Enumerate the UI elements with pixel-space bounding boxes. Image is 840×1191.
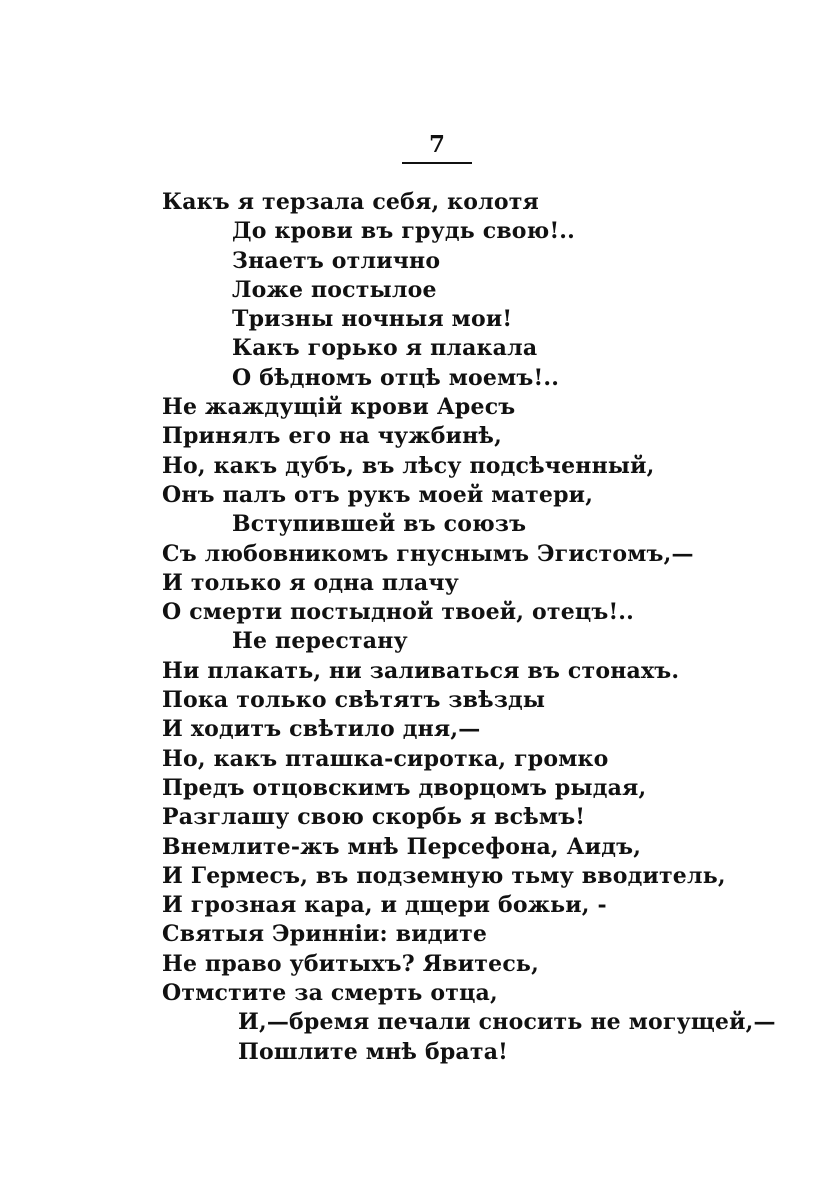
poem-line: Знаетъ отлично xyxy=(232,247,441,274)
poem-line: Ложе постылое xyxy=(232,276,437,303)
poem-line: Какъ горько я плакала xyxy=(232,335,538,362)
page-number-rule xyxy=(402,162,472,164)
poem-line: О бѣдномъ отцѣ моемъ!.. xyxy=(232,364,560,391)
poem-line: Какъ я терзала себя, колотя xyxy=(162,189,540,215)
poem-line: И грозная кара, и дщери божьи, - xyxy=(162,892,607,919)
poem-line: Не жаждущій крови Аресъ xyxy=(162,394,516,421)
poem-line: Отмстите за смерть отца, xyxy=(162,980,498,1007)
poem-line: Пошлите мнѣ брата! xyxy=(238,1038,509,1065)
poem-line: Предъ отцовскимъ дворцомъ рыдая, xyxy=(162,774,647,801)
poem-line: О смерти постыдной твоей, отецъ!.. xyxy=(162,599,635,626)
poem-line: Внемлите-жъ мнѣ Персефона, Аидъ, xyxy=(162,833,642,860)
poem-line: И,—бремя печали сносить не могущей,— xyxy=(238,1009,776,1036)
poem-line: И ходитъ свѣтило дня,— xyxy=(162,716,481,743)
poem-line: Разглашу свою скорбь я всѣмъ! xyxy=(162,804,586,831)
poem-text xyxy=(162,188,776,1067)
poem-line: Съ любовникомъ гнуснымъ Эгистомъ,— xyxy=(162,540,694,567)
poem-line: Но, какъ пташка-сиротка, громко xyxy=(162,745,609,772)
poem-line: Вступившей въ союзъ xyxy=(232,511,527,538)
poem-line: Не перестану xyxy=(232,628,408,655)
poem-line: До крови въ грудь свою!.. xyxy=(232,218,576,245)
poem-line: И только я одна плачу xyxy=(162,569,459,596)
page-number: 7 xyxy=(428,131,445,158)
poem-line: Ни плакать, ни заливаться въ стонахъ. xyxy=(162,657,680,684)
poem-line: Святыя Эриннiи: видите xyxy=(162,921,488,948)
poem-line: Не право убитыхъ? Явитесь, xyxy=(162,950,539,977)
poem-line: Тризны ночныя мои! xyxy=(232,306,513,333)
poem-line: И Гермесъ, въ подземную тьму вводитель, xyxy=(162,862,726,889)
poem-line: Пока только свѣтятъ звѣзды xyxy=(162,687,546,714)
poem-line: Принялъ его на чужбинѣ, xyxy=(162,423,502,450)
poem-line: Но, какъ дубъ, въ лѣсу подсѣченный, xyxy=(162,452,655,479)
poem-line: Онъ палъ отъ рукъ моей матери, xyxy=(162,481,594,508)
